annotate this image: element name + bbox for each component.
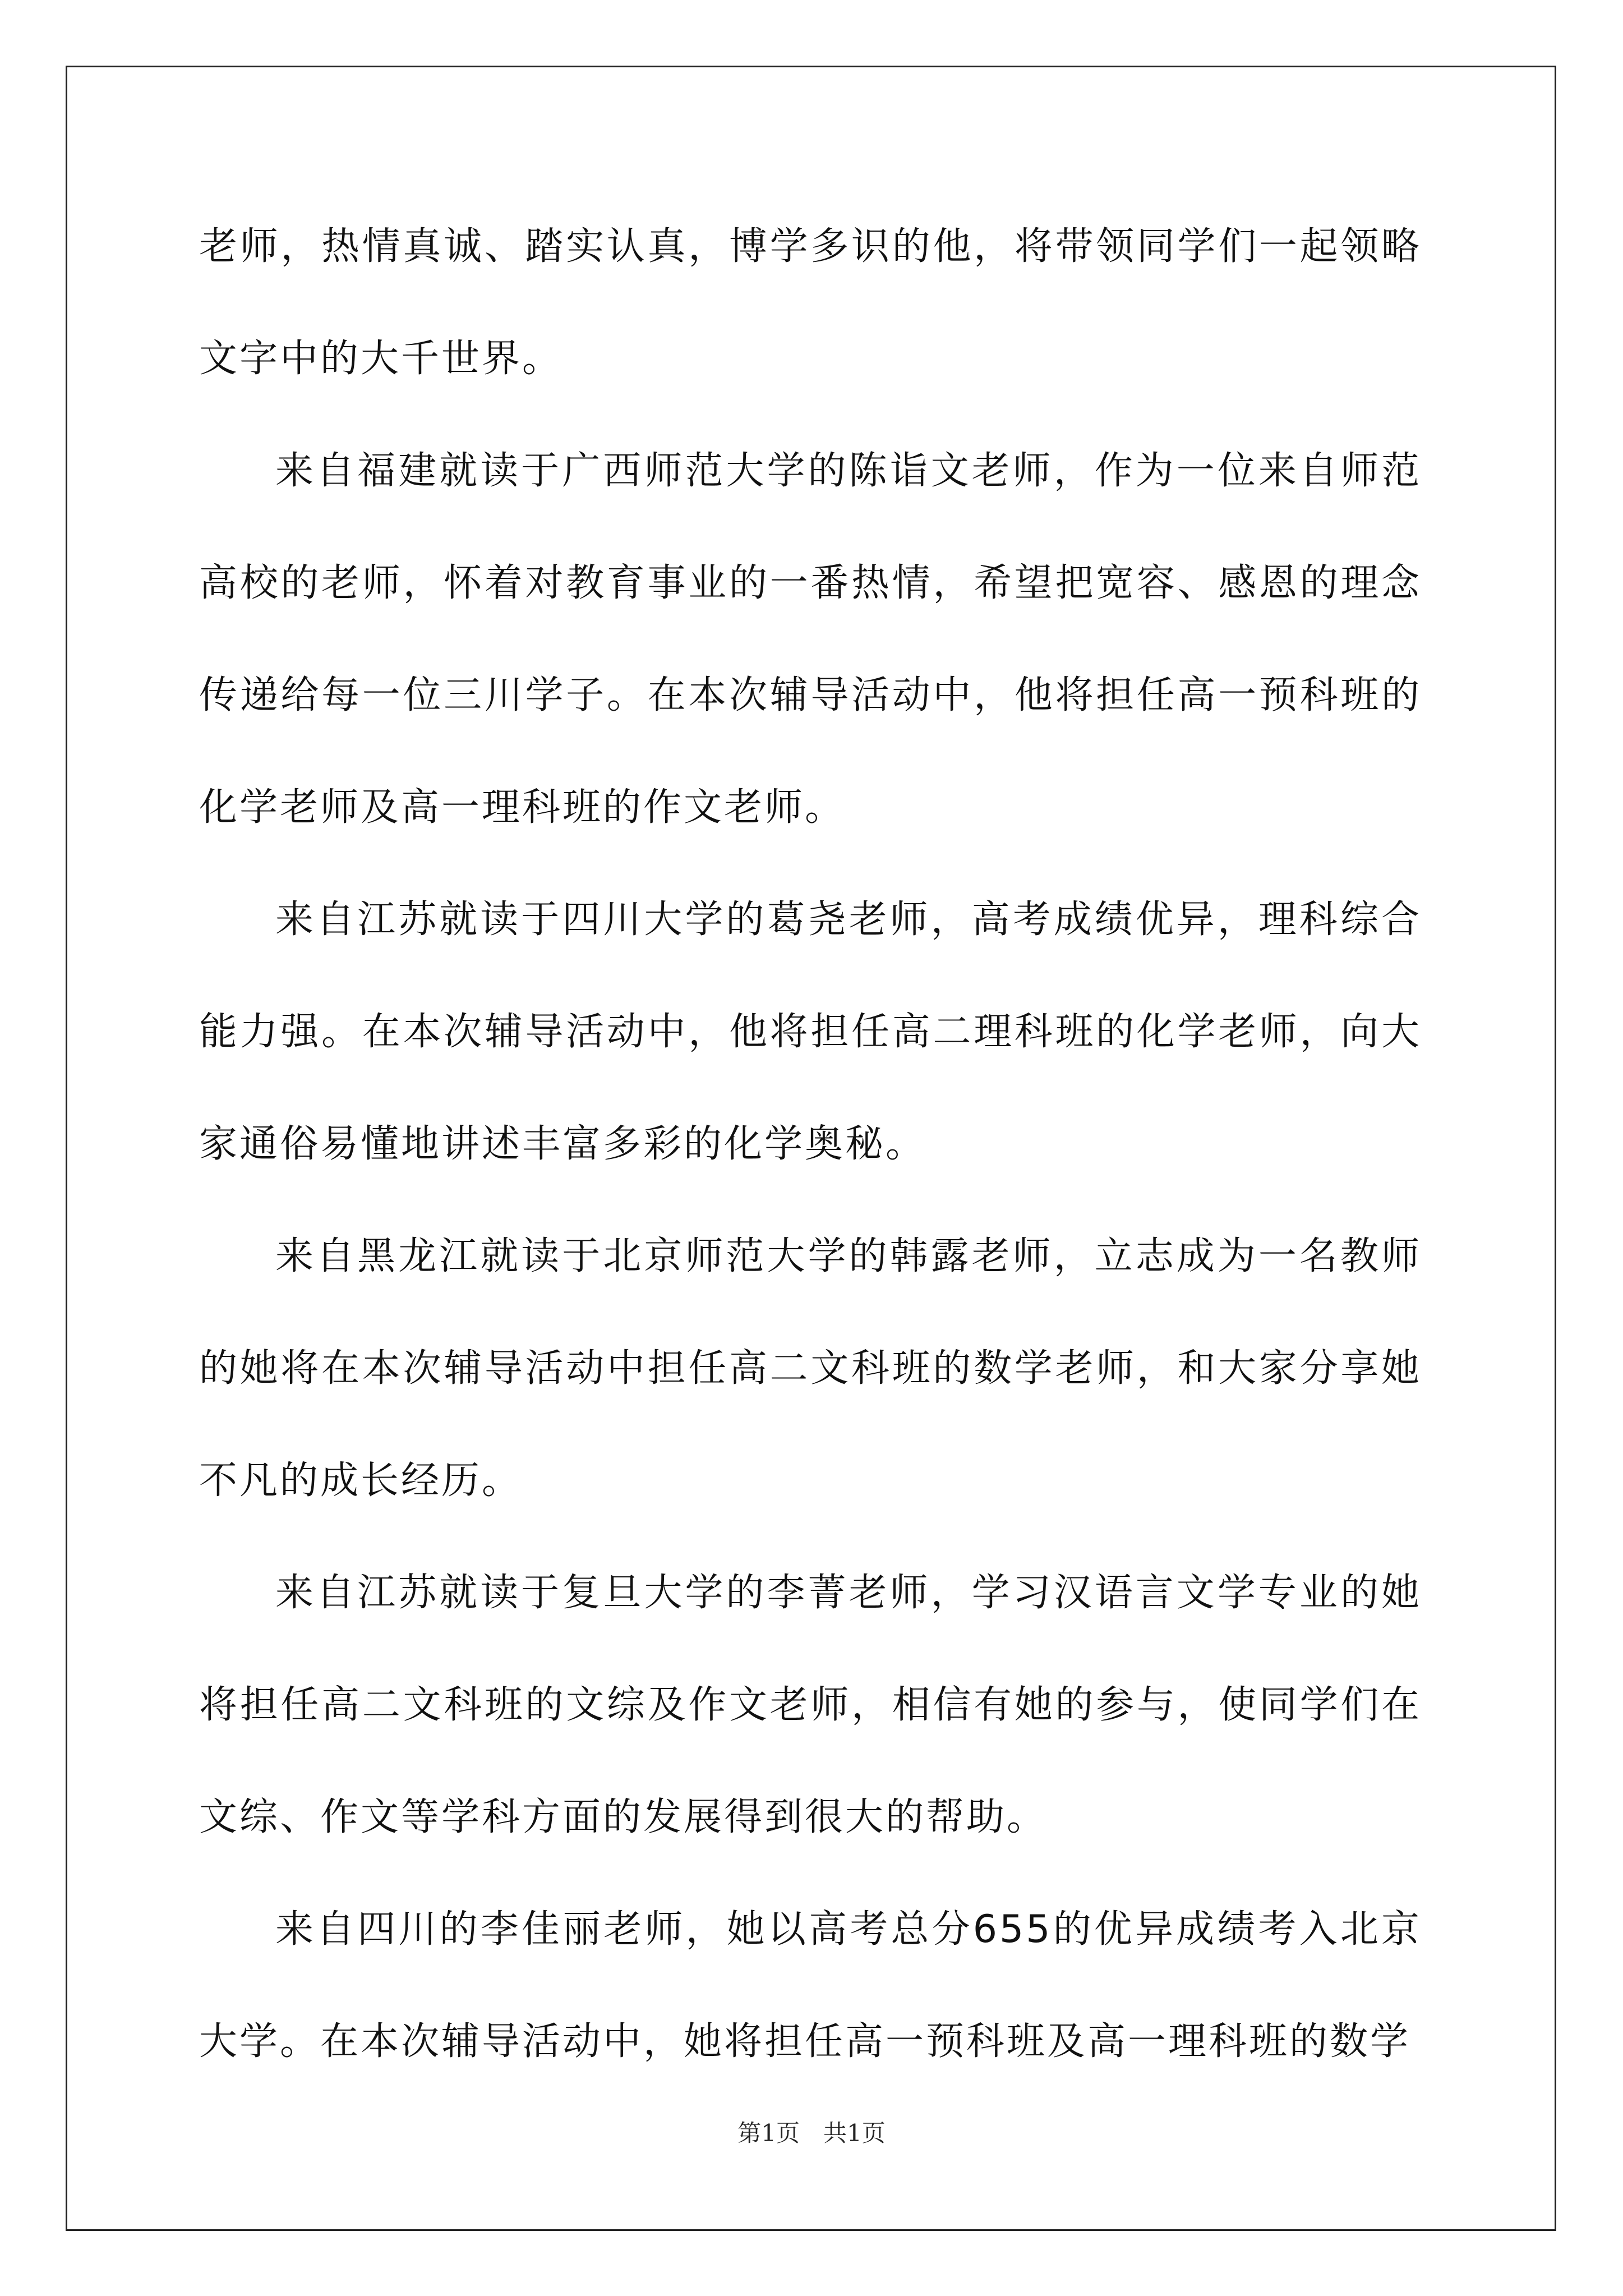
- page-footer: 第1页 共1页: [737, 2119, 886, 2147]
- paragraph-4: 来自黑龙江就读于北京师范大学的韩露老师，立志成为一名教师的她将在本次辅导活动中担任高二文科班的数学老师，和大家分享她不凡的成长经历。: [199, 1234, 1422, 1503]
- document-body: [199, 191, 1422, 2098]
- paragraph-5: 来自江苏就读于复旦大学的李菁老师，学习汉语言文学专业的她将担任高二文科班的文综及作文老师，相信有她的参与，使同学们在文综、作文等学科方面的发展得到很大的帮助。: [199, 1571, 1422, 1839]
- paragraph-3: 来自江苏就读于四川大学的葛尧老师，高考成绩优异，理科综合能力强。在本次辅导活动中，他将担任高二理科班的化学老师，向大家通俗易懂地讲述丰富多彩的化学奥秘。: [199, 898, 1422, 1166]
- paragraph-2: 来自福建就读于广西师范大学的陈诣文老师，作为一位来自师范高校的老师，怀着对教育事业的一番热情，希望把宽容、感恩的理念传递给每一位三川学子。在本次辅导活动中，他将担任高一预科班的化学老师及高一理科班的作文老师。: [199, 449, 1422, 830]
- paragraph-1: 老师，热情真诚、踏实认真，博学多识的他，将带领同学们一起领略文字中的大千世界。: [199, 224, 1422, 381]
- paragraph-6: 来自四川的李佳丽老师，她以高考总分655的优异成绩考入北京大学。在本次辅导活动中，她将担任高一预科班及高一理科班的数学: [199, 1907, 1422, 2064]
